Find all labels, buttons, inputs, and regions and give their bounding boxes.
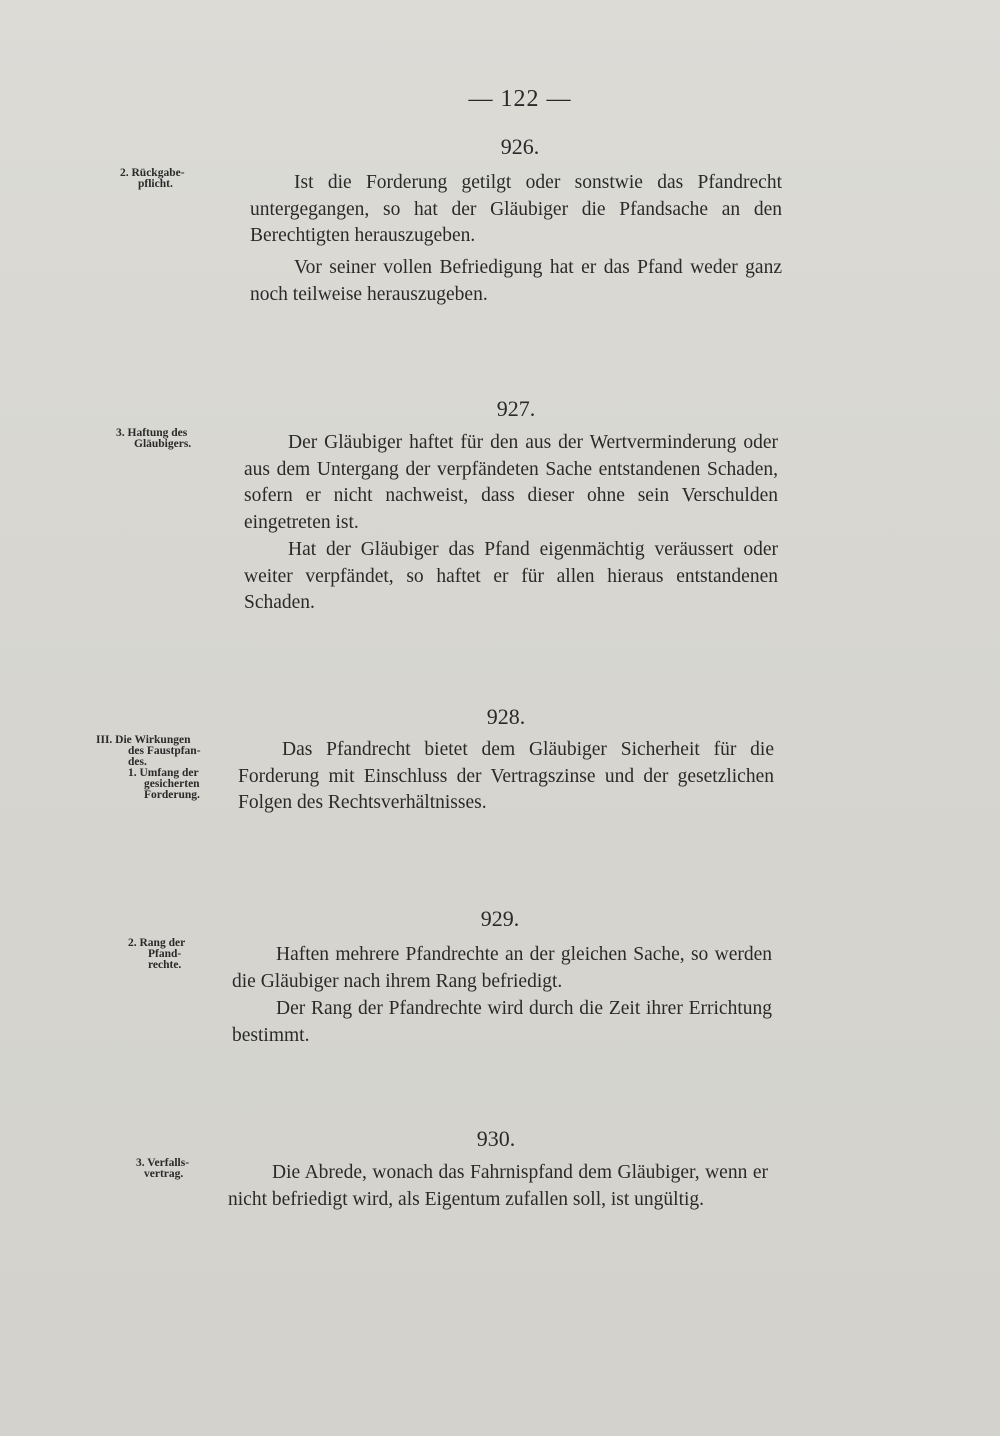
margin-note-line: 3. Verfalls- [136,1157,190,1169]
paragraph-928-1: Das Pfandrecht bietet dem Gläubiger Sicherheit für die Forderung mit Einschluss der Vertragszinse und der gesetzlichen Folgen des Rechtsverhältnisses. [238,739,774,813]
margin-note-line: vertrag. [144,1168,184,1180]
margin-note-line: Gläubigers. [134,438,192,450]
margin-note-929 [128,938,238,971]
margin-note-line: 3. Haftung des [116,427,188,439]
paragraph-929-1: Haften mehrere Pfandrechte an der gleichen Sache, so werden die Gläubiger nach ihrem Rang befriedigt. [232,944,772,992]
margin-note-line: 1. Umfang der [128,767,199,779]
margin-note-line: 2. Rückgabe- [120,167,185,179]
margin-note-927 [116,428,226,450]
margin-note-926 [120,168,230,190]
margin-note-line: 2. Rang der [128,937,186,949]
paragraph-926-2: Vor seiner vollen Befriedigung hat er das Pfand weder ganz noch teilweise herauszugeben. [250,257,782,305]
article-number-927: 927. [496,396,536,421]
article-number-926: 926. [500,134,540,159]
page-number: — 122 — [468,86,572,112]
paragraph-927-2: Hat der Gläubiger das Pfand eigenmächtig veräussert oder weiter verpfändet, so haftet er für allen hieraus entstandenen Schaden. [244,539,778,613]
margin-note-928 [96,735,206,801]
margin-note-line: des Faustpfan- [128,745,201,757]
margin-note-line: pflicht. [138,178,173,190]
margin-note-line: III. Die Wirkungen [96,734,191,746]
margin-note-line: gesicherten [144,778,200,790]
article-number-928: 928. [486,704,526,729]
paragraph-926-1: Ist die Forderung getilgt oder sonstwie das Pfandrecht untergegangen, so hat der Gläubiger die Pfandsache an den Berechtigten herauszugeben. [250,172,782,246]
paragraph-929-2: Der Rang der Pfandrechte wird durch die Zeit ihrer Errichtung bestimmt. [232,998,772,1046]
article-number-929: 929. [480,906,520,931]
paragraph-927-1: Der Gläubiger haftet für den aus der Wertverminderung oder aus dem Untergang der verpfändeten Sache entstandenen Schaden, sofern er nicht nachweist, dass dieser ohne sein Verschulden eingetreten ist. [244,432,778,533]
margin-note-line: Forderung. [144,789,200,801]
margin-note-line: des. [128,756,147,768]
paragraph-930-1: Die Abrede, wonach das Fahrnispfand dem Gläubiger, wenn er nicht befriedigt wird, als Eigentum zufallen soll, ist ungültig. [228,1162,768,1210]
article-number-930: 930. [476,1126,516,1151]
margin-note-line: Pfand- [148,948,182,960]
margin-note-line: rechte. [148,959,182,971]
